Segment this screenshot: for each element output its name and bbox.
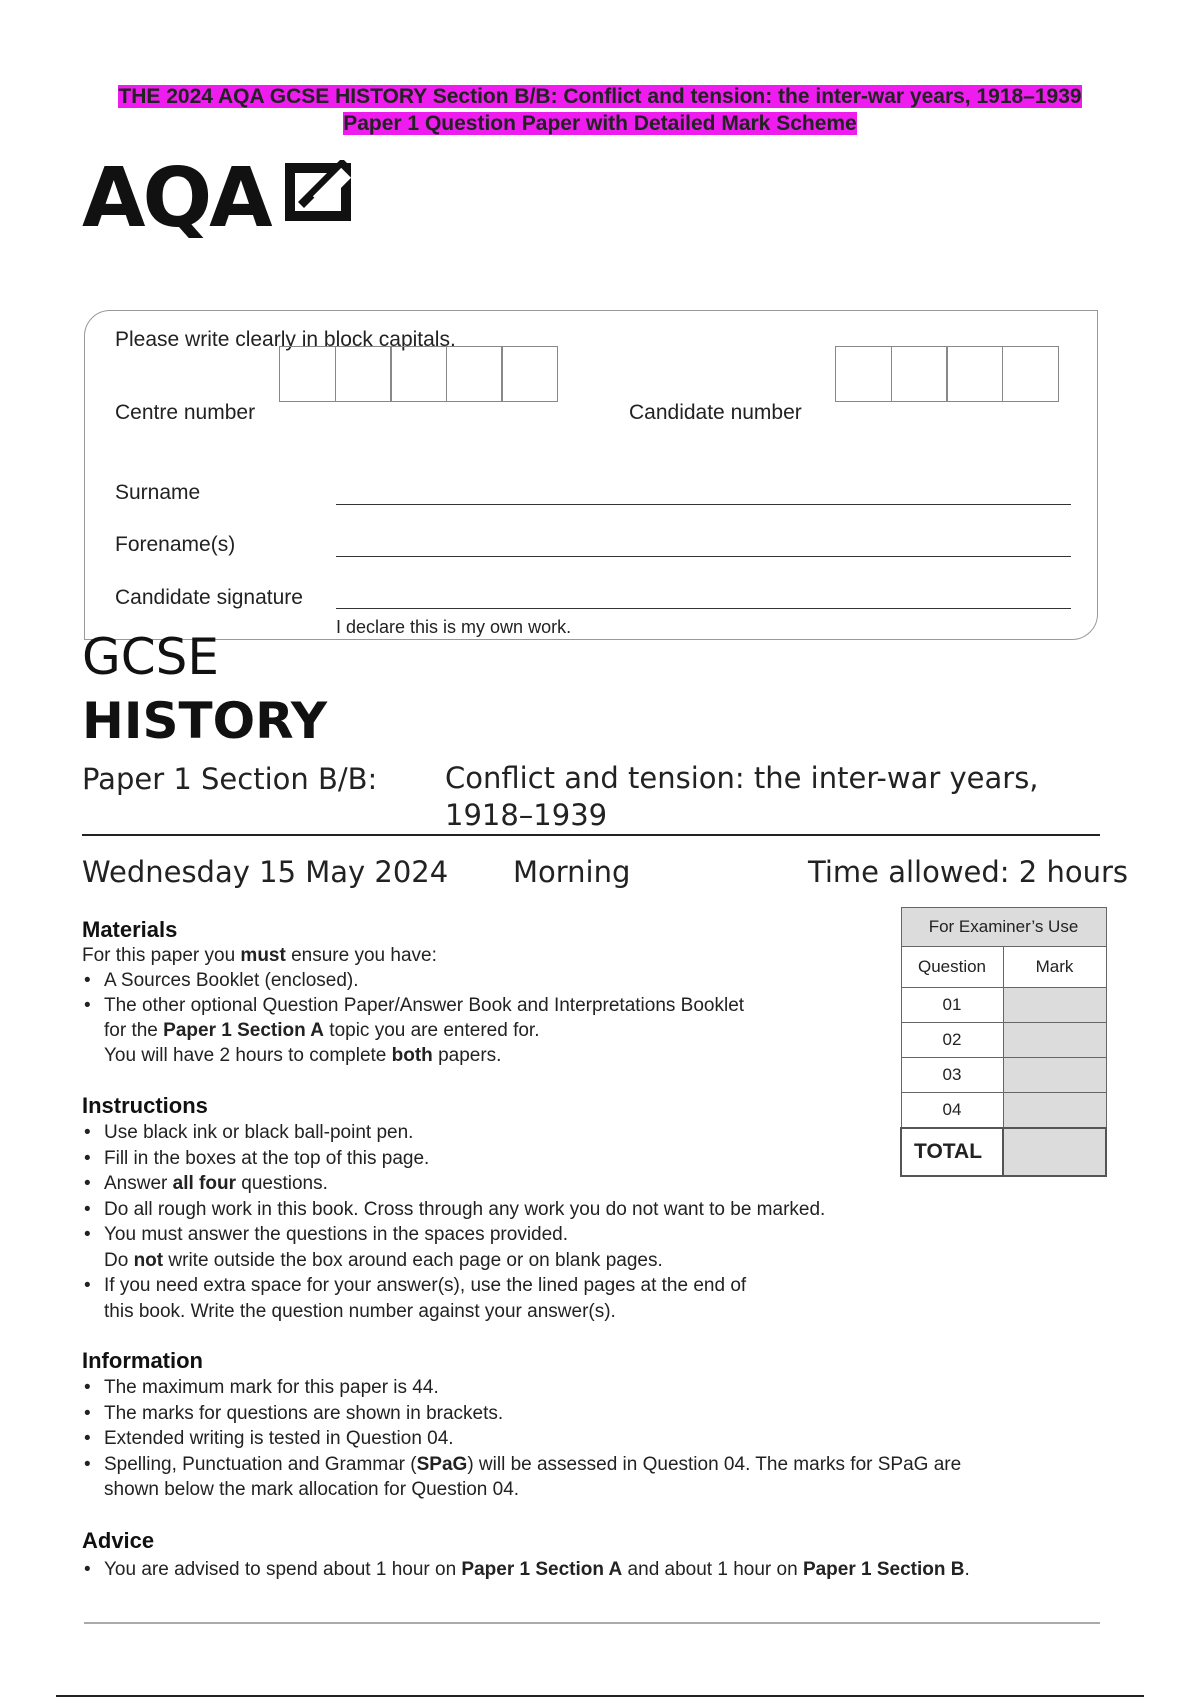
aqa-logo-text: AQA (82, 151, 270, 246)
instructions-heading: Instructions (82, 1093, 208, 1118)
mark-cell[interactable] (1003, 1093, 1106, 1129)
centre-number-label: Centre number (115, 401, 256, 424)
materials-heading: Materials (82, 917, 178, 942)
materials-intro: For this paper you must ensure you have: (82, 945, 437, 966)
list-item: • You are advised to spend about 1 hour on Paper 1 Section A and about 1 hour on Paper 1 Section B. (104, 1557, 1142, 1582)
list-item: • The maximum mark for this paper is 44. (104, 1375, 1122, 1401)
topic-line-2: 1918–1939 (445, 798, 608, 832)
qualification-title: GCSE (82, 628, 219, 686)
declaration-text: I declare this is my own work. (336, 617, 572, 637)
information-heading: Information (82, 1348, 203, 1373)
list-item: • If you need extra space for your answer(s), use the lined pages at the end of this book. Write the question number against your answer(s). (104, 1273, 982, 1324)
mark-column-header: Mark (1003, 947, 1106, 988)
candidate-number-boxes (835, 346, 1057, 402)
question-number: 01 (901, 988, 1003, 1023)
list-item: • Answer all four questions. (104, 1171, 982, 1197)
candidate-number-digit[interactable] (1002, 346, 1059, 402)
list-item: • The marks for questions are shown in brackets. (104, 1401, 1122, 1427)
materials-section (82, 943, 862, 1068)
list-item: • The other optional Question Paper/Answer Book and Interpretations Booklet for the Paper 1 Section A topic you are entered for. You will have 2 hours to complete both papers. (104, 993, 862, 1068)
advice-heading: Advice (82, 1528, 155, 1553)
exam-session: Morning (513, 855, 631, 889)
list-item: • A Sources Booklet (enclosed). (104, 968, 862, 993)
list-item: • Spelling, Punctuation and Grammar (SPaG) will be assessed in Question 04. The marks for SPaG are shown below the mark allocation for Question 04. (104, 1452, 1122, 1503)
forename-field[interactable] (336, 556, 1071, 557)
mark-cell[interactable] (1003, 988, 1106, 1023)
forename-label: Forename(s) (115, 533, 236, 556)
surname-field[interactable] (336, 504, 1071, 505)
centre-number-boxes (279, 346, 557, 402)
centre-number-digit[interactable] (501, 346, 558, 402)
centre-number-digit[interactable] (335, 346, 392, 402)
candidate-number-label: Candidate number (629, 401, 802, 424)
examiner-table-title: For Examiner’s Use (901, 908, 1106, 947)
mark-cell[interactable] (1003, 1023, 1106, 1058)
question-number: 02 (901, 1023, 1003, 1058)
information-section (82, 1375, 1122, 1503)
candidate-number-digit[interactable] (835, 346, 892, 402)
question-number: 03 (901, 1058, 1003, 1093)
aqa-logo (82, 151, 270, 246)
list-item: • Do all rough work in this book. Cross through any work you do not want to be marked. (104, 1197, 982, 1223)
signature-label: Candidate signature (115, 586, 303, 609)
document-banner (0, 83, 1200, 137)
question-number: 04 (901, 1093, 1003, 1129)
centre-number-digit[interactable] (446, 346, 503, 402)
time-allowed: Time allowed: 2 hours (808, 855, 1128, 889)
surname-label: Surname (115, 481, 201, 504)
signature-field[interactable] (336, 608, 1071, 609)
list-item: • Use black ink or black ball-point pen. (104, 1120, 982, 1146)
list-item: • Extended writing is tested in Question 04. (104, 1426, 1122, 1452)
banner-line-1: THE 2024 AQA GCSE HISTORY Section B/B: Conflict and tension: the inter-war years, 1918–1939 (118, 85, 1082, 108)
centre-number-digit[interactable] (390, 346, 447, 402)
examiner-use-table (900, 907, 1107, 1177)
total-mark-cell[interactable] (1003, 1128, 1106, 1176)
paper-label: Paper 1 Section B/B: (82, 762, 378, 796)
total-label: TOTAL (901, 1128, 1003, 1176)
banner-line-2: Paper 1 Question Paper with Detailed Mark Scheme (343, 112, 857, 135)
instructions-section (82, 1120, 982, 1324)
question-column-header: Question (901, 947, 1003, 988)
list-item: • You must answer the questions in the spaces provided. Do not write outside the box around each page or on blank pages. (104, 1222, 982, 1273)
mark-cell[interactable] (1003, 1058, 1106, 1093)
footer-divider (84, 1622, 1100, 1624)
exam-date: Wednesday 15 May 2024 (82, 855, 449, 889)
advice-section (82, 1557, 1142, 1582)
candidate-number-digit[interactable] (891, 346, 948, 402)
page-bottom-rule (56, 1695, 1144, 1697)
topic-title (445, 760, 1039, 834)
list-item: • Fill in the boxes at the top of this page. (104, 1146, 982, 1172)
aqa-logo-mark-icon (282, 160, 354, 224)
subject-title: HISTORY (82, 692, 328, 750)
centre-number-digit[interactable] (279, 346, 336, 402)
title-divider (82, 834, 1100, 836)
topic-line-1: Conflict and tension: the inter-war years, (445, 761, 1039, 795)
candidate-number-digit[interactable] (946, 346, 1003, 402)
block-capitals-instruction: Please write clearly in block capitals. (115, 328, 456, 351)
